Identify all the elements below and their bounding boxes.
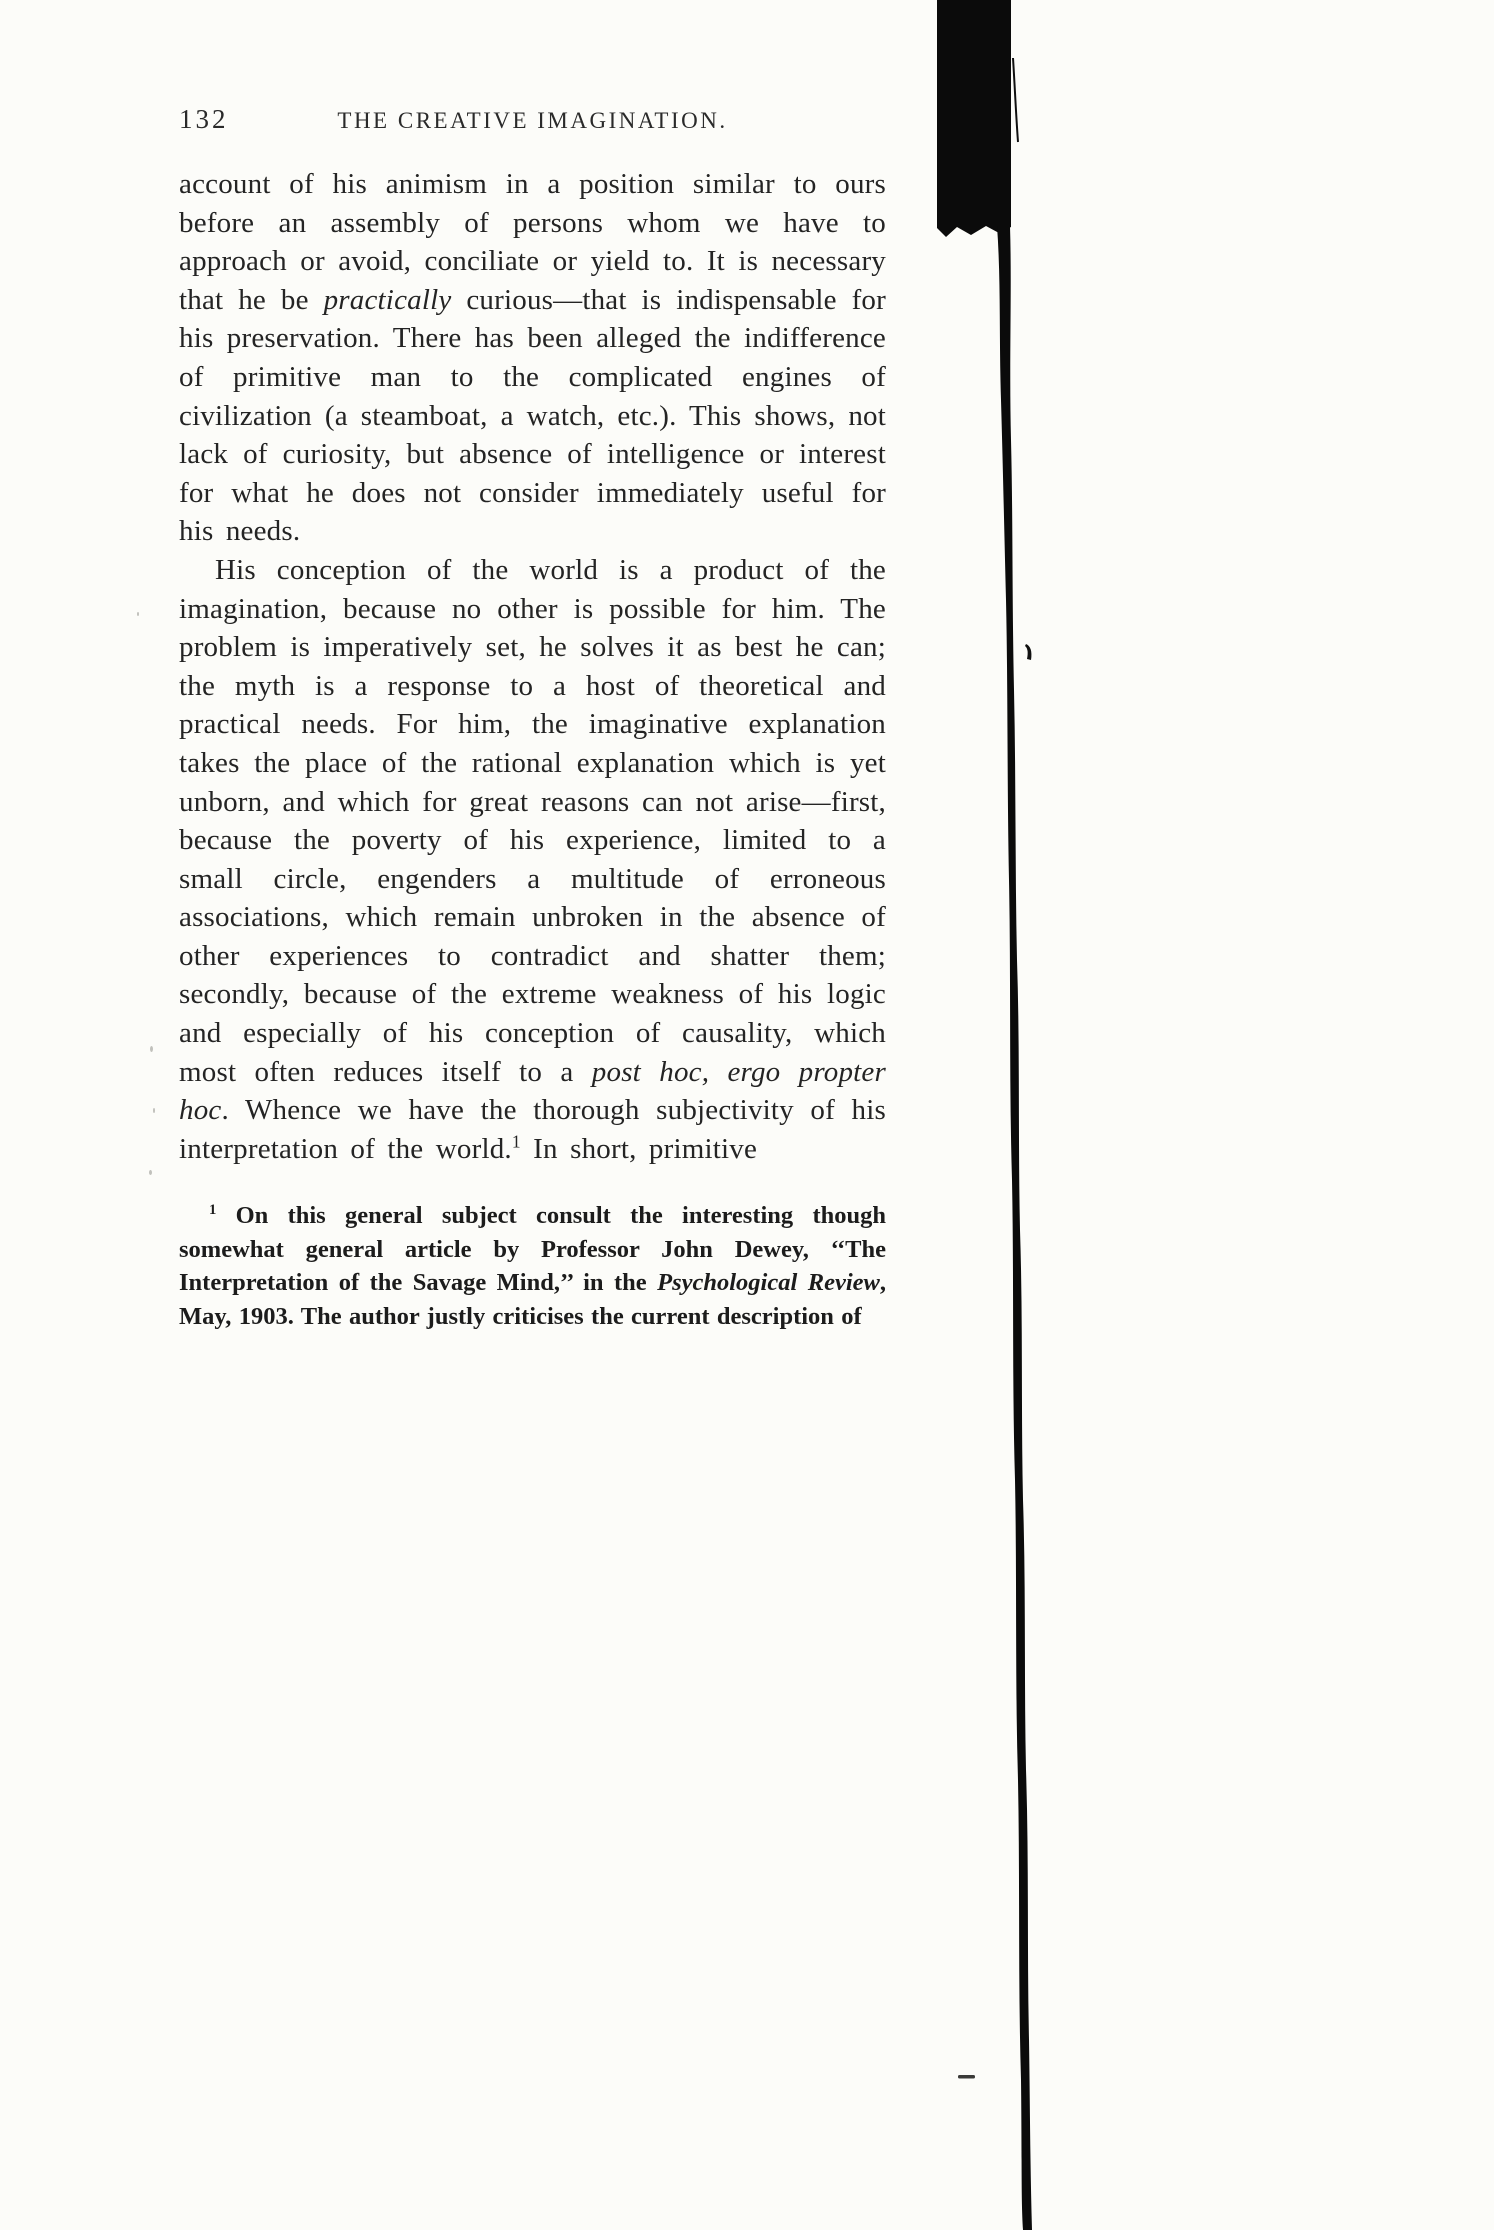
scan-edge-artifact	[900, 0, 1100, 2230]
italic-run: Psychological Review	[657, 1269, 880, 1297]
scan-speck	[150, 1046, 153, 1052]
scan-fleck	[1025, 644, 1031, 660]
paragraph-2	[179, 551, 886, 1169]
text-run: curious—that is indispensable for his preservation. There has been alleged the indifference of primitive man to the complicated engines of civilization (a steamboat, a watch, etc.). This shows, not lack of curiosity, but absence of intelligence or interest for what he does not consider immediately useful for his needs.	[179, 283, 886, 548]
text-run: In short, primitive	[520, 1132, 758, 1165]
scan-black-block	[937, 0, 1011, 237]
text-run: , May, 1903. The author justly criticises the current description of	[179, 1269, 886, 1330]
page-number: 132	[179, 104, 229, 134]
scan-speck	[149, 1170, 152, 1175]
scan-hairline	[1013, 58, 1018, 142]
footnote	[179, 1199, 886, 1333]
scan-dash	[958, 2075, 975, 2079]
scan-speck	[137, 612, 139, 616]
scan-streak	[997, 226, 1032, 2230]
text-run: account of his animism in a position similar to ours before an assembly of persons whom we have to approach or avoid, conciliate or yield to. It is necessary that he be	[179, 168, 886, 316]
text-run: . Whence we have the thorough subjectivity of his interpretation of the world.	[179, 1094, 886, 1165]
footnote-marker: 1	[209, 1202, 217, 1219]
footnote-reference: 1	[511, 1131, 521, 1152]
italic-run: practically	[323, 283, 452, 316]
scan-speck	[153, 1108, 155, 1113]
text-run: His conception of the world is a product of the imagination, because no other is possible for him. The problem is imperatively set, he solves it as best he can; the myth is a response to a host of theoretical and practical needs. For him, the imaginative explanation takes the place of the rational explanation which is yet unborn, and which for great reasons can not arise—first, because the poverty of his experience, limited to a small circle, engenders a multitude of erroneous associations, which remain unbroken in the absence of other experiences to contradict and shatter them; secondly, because of the extreme weakness of his logic and especially of his conception of causality, which most often reduces itself to a	[179, 553, 886, 1088]
paragraph-1	[179, 165, 886, 551]
running-title: THE CREATIVE IMAGINATION.	[337, 108, 728, 133]
text-block	[179, 103, 886, 1358]
page-header	[179, 103, 886, 141]
italic-run: post hoc, ergo propter hoc	[179, 1055, 886, 1127]
text-run: On this general subject consult the interesting though somewhat general article by Professor John Dewey, ‘‘The Interpretation of the Savage Mind,’’ in the	[179, 1202, 886, 1297]
